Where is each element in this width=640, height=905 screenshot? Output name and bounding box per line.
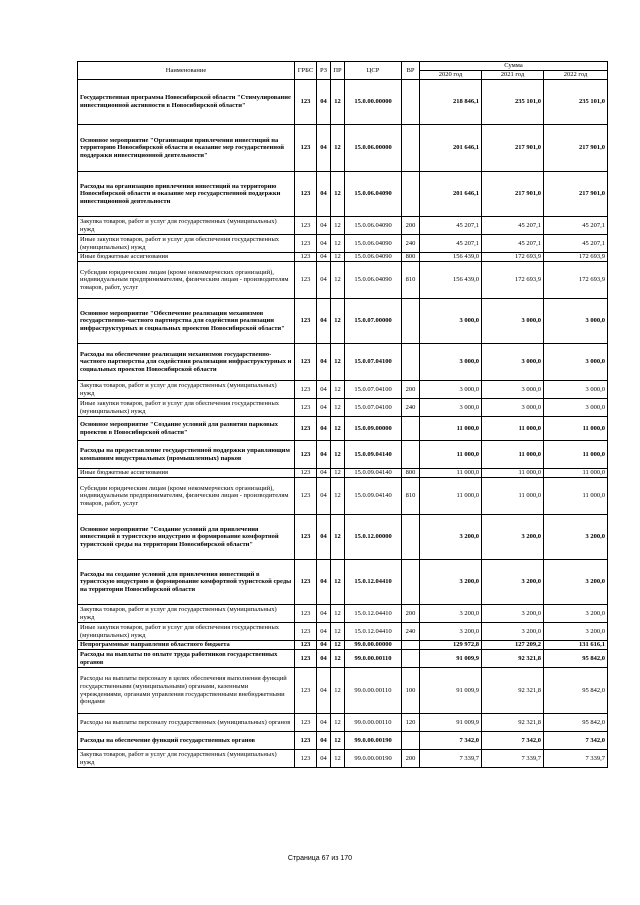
row-name: Основное мероприятие "Создание условий для привлечения инвестиций в туристскую индустрию и формирование комфортной туристской среды на территории Новосибирской области" bbox=[78, 515, 295, 560]
row-pr: 12 bbox=[331, 299, 345, 344]
row-2022: 7 339,7 bbox=[544, 750, 608, 768]
row-2021: 3 200,0 bbox=[482, 560, 544, 605]
row-grbs: 123 bbox=[295, 172, 317, 217]
row-2021: 127 209,2 bbox=[482, 641, 544, 650]
row-rz: 04 bbox=[317, 299, 331, 344]
row-grbs: 123 bbox=[295, 417, 317, 441]
row-2022: 11 000,0 bbox=[544, 441, 608, 469]
row-vr: 100 bbox=[402, 668, 420, 714]
row-2020: 201 646,1 bbox=[420, 125, 482, 172]
row-csr: 15.0.07.04100 bbox=[345, 381, 402, 399]
row-vr: 200 bbox=[402, 217, 420, 235]
row-grbs: 123 bbox=[295, 344, 317, 381]
row-2020: 3 200,0 bbox=[420, 623, 482, 641]
row-2020: 3 000,0 bbox=[420, 399, 482, 417]
row-2022: 3 200,0 bbox=[544, 605, 608, 623]
row-name: Закупка товаров, работ и услуг для государственных (муниципальных) нужд bbox=[78, 381, 295, 399]
row-pr: 12 bbox=[331, 262, 345, 299]
row-2021: 217 901,0 bbox=[482, 125, 544, 172]
row-vr bbox=[402, 441, 420, 469]
row-rz: 04 bbox=[317, 235, 331, 253]
row-vr: 200 bbox=[402, 605, 420, 623]
row-vr bbox=[402, 125, 420, 172]
row-2020: 3 200,0 bbox=[420, 560, 482, 605]
row-grbs: 123 bbox=[295, 217, 317, 235]
row-pr: 12 bbox=[331, 172, 345, 217]
row-name: Расходы на создание условий для привлечения инвестиций в туристскую индустрию и формирование комфортной туристской среды на территории Новосибирской области bbox=[78, 560, 295, 605]
row-vr: 200 bbox=[402, 381, 420, 399]
row-rz: 04 bbox=[317, 217, 331, 235]
row-2021: 11 000,0 bbox=[482, 469, 544, 478]
row-2021: 3 200,0 bbox=[482, 623, 544, 641]
row-vr bbox=[402, 515, 420, 560]
row-2022: 11 000,0 bbox=[544, 478, 608, 515]
table-row bbox=[78, 399, 608, 417]
table-body bbox=[78, 80, 608, 768]
row-grbs: 123 bbox=[295, 125, 317, 172]
row-name: Расходы на предоставление государственной поддержки управляющим компаниям индустриальных (промышленных) парков bbox=[78, 441, 295, 469]
header-2022: 2022 год bbox=[544, 71, 608, 80]
table-row bbox=[78, 381, 608, 399]
row-vr: 810 bbox=[402, 478, 420, 515]
row-vr bbox=[402, 560, 420, 605]
row-2022: 95 842,0 bbox=[544, 668, 608, 714]
header-sum: Сумма bbox=[420, 62, 608, 71]
header-name: Наименование bbox=[78, 62, 295, 80]
row-pr: 12 bbox=[331, 623, 345, 641]
row-csr: 15.0.12.04410 bbox=[345, 560, 402, 605]
row-rz: 04 bbox=[317, 262, 331, 299]
row-name: Расходы на обеспечение функций государственных органов bbox=[78, 732, 295, 750]
row-vr bbox=[402, 417, 420, 441]
row-vr: 240 bbox=[402, 235, 420, 253]
row-2021: 92 321,8 bbox=[482, 650, 544, 668]
row-pr: 12 bbox=[331, 641, 345, 650]
row-rz: 04 bbox=[317, 469, 331, 478]
row-name: Непрограммные направления областного бюджета bbox=[78, 641, 295, 650]
table-row bbox=[78, 714, 608, 732]
row-2021: 45 207,1 bbox=[482, 217, 544, 235]
row-2022: 217 901,0 bbox=[544, 172, 608, 217]
row-grbs: 123 bbox=[295, 668, 317, 714]
row-2020: 3 000,0 bbox=[420, 381, 482, 399]
row-name: Закупка товаров, работ и услуг для государственных (муниципальных) нужд bbox=[78, 605, 295, 623]
header-2020: 2020 год bbox=[420, 71, 482, 80]
row-grbs: 123 bbox=[295, 641, 317, 650]
row-csr: 15.0.07.04100 bbox=[345, 344, 402, 381]
table-row bbox=[78, 623, 608, 641]
row-2020: 218 846,1 bbox=[420, 80, 482, 125]
row-grbs: 123 bbox=[295, 469, 317, 478]
row-name: Расходы на выплаты персоналу в целях обеспечения выполнения функций государственными (муниципальными) органами, казенными учреждениями, органами управления государственными внебюджетными фондами bbox=[78, 668, 295, 714]
row-rz: 04 bbox=[317, 605, 331, 623]
row-2020: 7 342,0 bbox=[420, 732, 482, 750]
row-name: Иные бюджетные ассигнования bbox=[78, 253, 295, 262]
table-row bbox=[78, 235, 608, 253]
row-vr: 120 bbox=[402, 714, 420, 732]
row-rz: 04 bbox=[317, 732, 331, 750]
row-pr: 12 bbox=[331, 417, 345, 441]
header-vr: ВР bbox=[402, 62, 420, 80]
row-2022: 3 000,0 bbox=[544, 381, 608, 399]
row-pr: 12 bbox=[331, 560, 345, 605]
row-vr bbox=[402, 650, 420, 668]
row-2020: 45 207,1 bbox=[420, 235, 482, 253]
row-csr: 15.0.06.04090 bbox=[345, 235, 402, 253]
row-name: Закупка товаров, работ и услуг для государственных (муниципальных) нужд bbox=[78, 750, 295, 768]
row-2022: 172 693,9 bbox=[544, 262, 608, 299]
row-vr bbox=[402, 732, 420, 750]
table-row bbox=[78, 262, 608, 299]
row-grbs: 123 bbox=[295, 399, 317, 417]
row-2021: 11 000,0 bbox=[482, 478, 544, 515]
row-vr: 810 bbox=[402, 262, 420, 299]
row-grbs: 123 bbox=[295, 515, 317, 560]
row-rz: 04 bbox=[317, 172, 331, 217]
row-2020: 7 339,7 bbox=[420, 750, 482, 768]
row-grbs: 123 bbox=[295, 605, 317, 623]
row-grbs: 123 bbox=[295, 714, 317, 732]
row-csr: 15.0.09.04140 bbox=[345, 441, 402, 469]
row-grbs: 123 bbox=[295, 560, 317, 605]
row-csr: 15.0.06.04090 bbox=[345, 217, 402, 235]
row-csr: 15.0.06.04090 bbox=[345, 253, 402, 262]
row-pr: 12 bbox=[331, 217, 345, 235]
row-grbs: 123 bbox=[295, 732, 317, 750]
table-row bbox=[78, 344, 608, 381]
row-name: Расходы на выплаты по оплате труда работников государственных органов bbox=[78, 650, 295, 668]
row-vr bbox=[402, 172, 420, 217]
row-csr: 15.0.06.04090 bbox=[345, 262, 402, 299]
row-csr: 15.0.06.04090 bbox=[345, 172, 402, 217]
table-row bbox=[78, 253, 608, 262]
row-2021: 3 200,0 bbox=[482, 515, 544, 560]
row-2022: 3 200,0 bbox=[544, 560, 608, 605]
row-grbs: 123 bbox=[295, 80, 317, 125]
row-rz: 04 bbox=[317, 381, 331, 399]
row-csr: 15.0.12.04410 bbox=[345, 623, 402, 641]
row-2021: 92 321,8 bbox=[482, 714, 544, 732]
budget-table bbox=[77, 61, 608, 768]
row-2020: 156 439,0 bbox=[420, 262, 482, 299]
row-rz: 04 bbox=[317, 417, 331, 441]
row-name: Субсидии юридическим лицам (кроме некоммерческих организаций), индивидуальным предпринимателям, физическим лицам - производителям товаров, работ, услуг bbox=[78, 262, 295, 299]
row-2020: 3 200,0 bbox=[420, 605, 482, 623]
row-2020: 11 000,0 bbox=[420, 478, 482, 515]
row-rz: 04 bbox=[317, 668, 331, 714]
row-pr: 12 bbox=[331, 235, 345, 253]
row-pr: 12 bbox=[331, 80, 345, 125]
table-row bbox=[78, 217, 608, 235]
row-csr: 15.0.09.04140 bbox=[345, 469, 402, 478]
row-vr: 240 bbox=[402, 399, 420, 417]
row-2021: 3 000,0 bbox=[482, 381, 544, 399]
row-csr: 15.0.00.00000 bbox=[345, 80, 402, 125]
row-name: Закупка товаров, работ и услуг для государственных (муниципальных) нужд bbox=[78, 217, 295, 235]
table-row bbox=[78, 641, 608, 650]
row-rz: 04 bbox=[317, 253, 331, 262]
table-row bbox=[78, 732, 608, 750]
row-grbs: 123 bbox=[295, 441, 317, 469]
row-2020: 201 646,1 bbox=[420, 172, 482, 217]
row-2021: 45 207,1 bbox=[482, 235, 544, 253]
row-grbs: 123 bbox=[295, 235, 317, 253]
row-2020: 11 000,0 bbox=[420, 469, 482, 478]
row-rz: 04 bbox=[317, 750, 331, 768]
row-name: Расходы на выплаты персоналу государственных (муниципальных) органов bbox=[78, 714, 295, 732]
row-2022: 235 101,0 bbox=[544, 80, 608, 125]
table-row bbox=[78, 478, 608, 515]
row-csr: 99.0.00.00000 bbox=[345, 641, 402, 650]
row-vr: 800 bbox=[402, 469, 420, 478]
row-name: Основное мероприятие "Организация привлечения инвестиций на территорию Новосибирской области и оказание мер государственной поддержки инвестиционной деятельности" bbox=[78, 125, 295, 172]
row-2020: 91 009,9 bbox=[420, 714, 482, 732]
row-pr: 12 bbox=[331, 714, 345, 732]
row-pr: 12 bbox=[331, 381, 345, 399]
row-2022: 3 200,0 bbox=[544, 623, 608, 641]
row-name: Иные закупки товаров, работ и услуг для обеспечения государственных (муниципальных) нужд bbox=[78, 235, 295, 253]
row-pr: 12 bbox=[331, 399, 345, 417]
row-name: Иные закупки товаров, работ и услуг для обеспечения государственных (муниципальных) нужд bbox=[78, 399, 295, 417]
row-pr: 12 bbox=[331, 125, 345, 172]
row-2022: 95 842,0 bbox=[544, 650, 608, 668]
header-rz: РЗ bbox=[317, 62, 331, 80]
row-2022: 3 200,0 bbox=[544, 515, 608, 560]
table-row bbox=[78, 560, 608, 605]
row-rz: 04 bbox=[317, 650, 331, 668]
table-row bbox=[78, 417, 608, 441]
table-row bbox=[78, 605, 608, 623]
row-rz: 04 bbox=[317, 714, 331, 732]
table-row bbox=[78, 299, 608, 344]
row-2022: 3 000,0 bbox=[544, 399, 608, 417]
row-2022: 45 207,1 bbox=[544, 235, 608, 253]
row-pr: 12 bbox=[331, 605, 345, 623]
row-pr: 12 bbox=[331, 515, 345, 560]
row-csr: 15.0.12.04410 bbox=[345, 605, 402, 623]
row-grbs: 123 bbox=[295, 750, 317, 768]
row-2022: 131 616,1 bbox=[544, 641, 608, 650]
row-2020: 91 009,9 bbox=[420, 650, 482, 668]
row-name: Основное мероприятие "Создание условий для развития парковых проектов в Новосибирской области" bbox=[78, 417, 295, 441]
row-name: Иные закупки товаров, работ и услуг для обеспечения государственных (муниципальных) нужд bbox=[78, 623, 295, 641]
row-2021: 7 342,0 bbox=[482, 732, 544, 750]
row-2022: 11 000,0 bbox=[544, 469, 608, 478]
row-rz: 04 bbox=[317, 560, 331, 605]
row-2022: 3 000,0 bbox=[544, 299, 608, 344]
row-2021: 235 101,0 bbox=[482, 80, 544, 125]
row-name: Государственная программа Новосибирской области "Стимулирование инвестиционной активности в Новосибирской области" bbox=[78, 80, 295, 125]
table-row bbox=[78, 650, 608, 668]
row-csr: 15.0.09.04140 bbox=[345, 478, 402, 515]
row-rz: 04 bbox=[317, 623, 331, 641]
table-row bbox=[78, 80, 608, 125]
row-2020: 45 207,1 bbox=[420, 217, 482, 235]
row-2022: 45 207,1 bbox=[544, 217, 608, 235]
header-2021: 2021 год bbox=[482, 71, 544, 80]
row-grbs: 123 bbox=[295, 381, 317, 399]
row-2021: 3 200,0 bbox=[482, 605, 544, 623]
row-2021: 217 901,0 bbox=[482, 172, 544, 217]
header-grbs: ГРБС bbox=[295, 62, 317, 80]
row-name: Расходы на обеспечение реализации механизмов государственно-частного партнерства для содействия реализации инфраструктурных и социальных проектов Новосибирской области bbox=[78, 344, 295, 381]
row-vr: 240 bbox=[402, 623, 420, 641]
row-2022: 172 693,9 bbox=[544, 253, 608, 262]
table-row bbox=[78, 668, 608, 714]
row-2022: 95 842,0 bbox=[544, 714, 608, 732]
row-pr: 12 bbox=[331, 441, 345, 469]
row-2020: 3 000,0 bbox=[420, 299, 482, 344]
row-rz: 04 bbox=[317, 80, 331, 125]
row-rz: 04 bbox=[317, 399, 331, 417]
row-rz: 04 bbox=[317, 515, 331, 560]
row-name: Иные бюджетные ассигнования bbox=[78, 469, 295, 478]
row-2020: 156 439,0 bbox=[420, 253, 482, 262]
row-pr: 12 bbox=[331, 478, 345, 515]
row-vr: 800 bbox=[402, 253, 420, 262]
table-row bbox=[78, 125, 608, 172]
row-2020: 11 000,0 bbox=[420, 441, 482, 469]
row-csr: 99.0.00.00110 bbox=[345, 714, 402, 732]
row-csr: 99.0.00.00190 bbox=[345, 732, 402, 750]
row-csr: 99.0.00.00110 bbox=[345, 668, 402, 714]
row-csr: 99.0.00.00190 bbox=[345, 750, 402, 768]
row-csr: 99.0.00.00110 bbox=[345, 650, 402, 668]
row-csr: 15.0.09.00000 bbox=[345, 417, 402, 441]
row-name: Субсидии юридическим лицам (кроме некоммерческих организаций), индивидуальным предпринимателям, физическим лицам - производителям товаров, работ, услуг bbox=[78, 478, 295, 515]
row-2021: 11 000,0 bbox=[482, 417, 544, 441]
row-2021: 92 321,8 bbox=[482, 668, 544, 714]
row-2020: 91 009,9 bbox=[420, 668, 482, 714]
row-name: Расходы на организацию привлечения инвестиций на территорию Новосибирской области и оказание мер государственной поддержки инвестиционной деятельности bbox=[78, 172, 295, 217]
row-vr bbox=[402, 641, 420, 650]
row-csr: 15.0.12.00000 bbox=[345, 515, 402, 560]
row-rz: 04 bbox=[317, 344, 331, 381]
row-grbs: 123 bbox=[295, 650, 317, 668]
row-pr: 12 bbox=[331, 650, 345, 668]
row-2021: 7 339,7 bbox=[482, 750, 544, 768]
row-2022: 11 000,0 bbox=[544, 417, 608, 441]
row-2020: 3 000,0 bbox=[420, 344, 482, 381]
row-vr bbox=[402, 344, 420, 381]
row-2020: 11 000,0 bbox=[420, 417, 482, 441]
row-csr: 15.0.07.00000 bbox=[345, 299, 402, 344]
row-2020: 3 200,0 bbox=[420, 515, 482, 560]
row-rz: 04 bbox=[317, 641, 331, 650]
row-vr bbox=[402, 299, 420, 344]
row-csr: 15.0.06.00000 bbox=[345, 125, 402, 172]
row-pr: 12 bbox=[331, 253, 345, 262]
header-csr: ЦСР bbox=[345, 62, 402, 80]
row-2022: 3 000,0 bbox=[544, 344, 608, 381]
header-pr: ПР bbox=[331, 62, 345, 80]
row-csr: 15.0.07.04100 bbox=[345, 399, 402, 417]
row-pr: 12 bbox=[331, 750, 345, 768]
row-name: Основное мероприятие "Обеспечение реализации механизмов государственно-частного партнерства для содействия реализации инфраструктурных и социальных проектов Новосибирской области" bbox=[78, 299, 295, 344]
table-row bbox=[78, 172, 608, 217]
table-row bbox=[78, 441, 608, 469]
table-row bbox=[78, 469, 608, 478]
page-number: Страница 67 из 170 bbox=[287, 855, 353, 862]
row-grbs: 123 bbox=[295, 253, 317, 262]
row-pr: 12 bbox=[331, 668, 345, 714]
row-2022: 7 342,0 bbox=[544, 732, 608, 750]
row-grbs: 123 bbox=[295, 299, 317, 344]
row-2020: 129 972,8 bbox=[420, 641, 482, 650]
row-rz: 04 bbox=[317, 125, 331, 172]
row-2021: 3 000,0 bbox=[482, 299, 544, 344]
row-vr bbox=[402, 80, 420, 125]
row-pr: 12 bbox=[331, 344, 345, 381]
row-grbs: 123 bbox=[295, 623, 317, 641]
row-pr: 12 bbox=[331, 732, 345, 750]
row-2021: 11 000,0 bbox=[482, 441, 544, 469]
row-rz: 04 bbox=[317, 441, 331, 469]
row-2021: 172 693,9 bbox=[482, 262, 544, 299]
row-2021: 3 000,0 bbox=[482, 344, 544, 381]
row-2021: 172 693,9 bbox=[482, 253, 544, 262]
table-row bbox=[78, 750, 608, 768]
row-2021: 3 000,0 bbox=[482, 399, 544, 417]
row-2022: 217 901,0 bbox=[544, 125, 608, 172]
row-rz: 04 bbox=[317, 478, 331, 515]
row-grbs: 123 bbox=[295, 262, 317, 299]
table-row bbox=[78, 515, 608, 560]
row-pr: 12 bbox=[331, 469, 345, 478]
row-vr: 200 bbox=[402, 750, 420, 768]
row-grbs: 123 bbox=[295, 478, 317, 515]
